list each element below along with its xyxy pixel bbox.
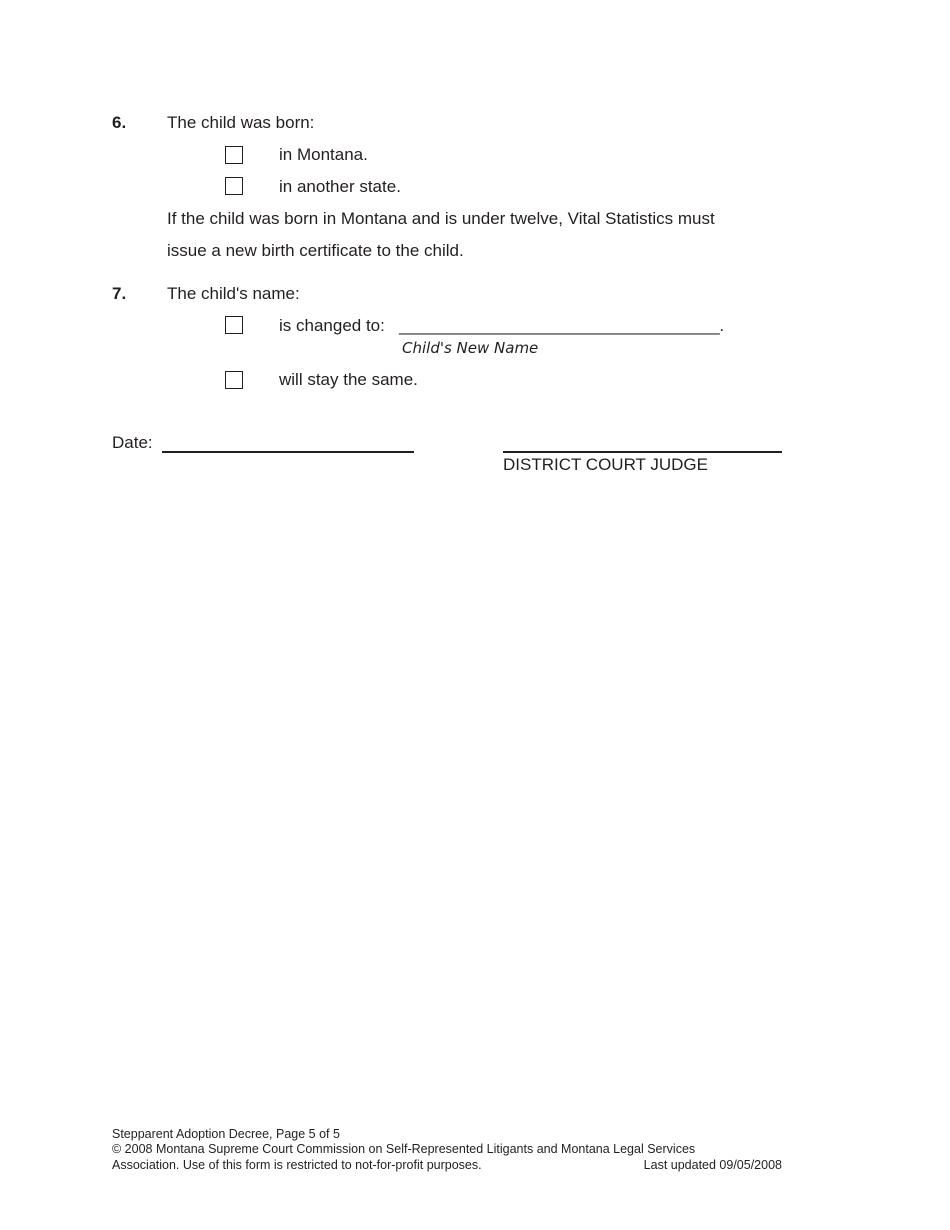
footer-title: Stepparent Adoption Decree, Page 5 of 5 [112,1127,340,1141]
date-label: Date: [112,433,153,452]
born-montana-label: in Montana. [279,145,368,164]
born-other-state-label: in another state. [279,177,401,196]
name-same-checkbox[interactable] [225,371,243,389]
born-other-state-checkbox[interactable] [225,177,243,195]
item-number: 6. [112,113,127,132]
new-name-field[interactable]: ___________________________________. [399,316,724,335]
judge-signature-line[interactable] [503,451,782,453]
footer-usage: Association. Use of this form is restricted to not-for-profit purposes. [112,1158,482,1172]
item-heading: The child's name: [167,284,300,303]
date-field-line[interactable] [162,451,414,453]
name-changed-checkbox[interactable] [225,316,243,334]
item-heading: The child was born: [167,113,315,132]
name-same-label: will stay the same. [279,370,418,389]
new-name-caption: Child's New Name [402,339,539,357]
footer-copyright: © 2008 Montana Supreme Court Commission on Self-Represented Litigants and Montana Legal Services [112,1142,696,1156]
note-text: issue a new birth certificate to the child. [167,241,464,260]
note-text: If the child was born in Montana and is under twelve, Vital Statistics must [167,209,715,228]
name-changed-label: is changed to: [279,316,385,335]
judge-label: DISTRICT COURT JUDGE [503,455,708,474]
item-number: 7. [112,284,127,303]
born-montana-checkbox[interactable] [225,146,243,164]
footer-updated: Last updated 09/05/2008 [643,1158,782,1172]
